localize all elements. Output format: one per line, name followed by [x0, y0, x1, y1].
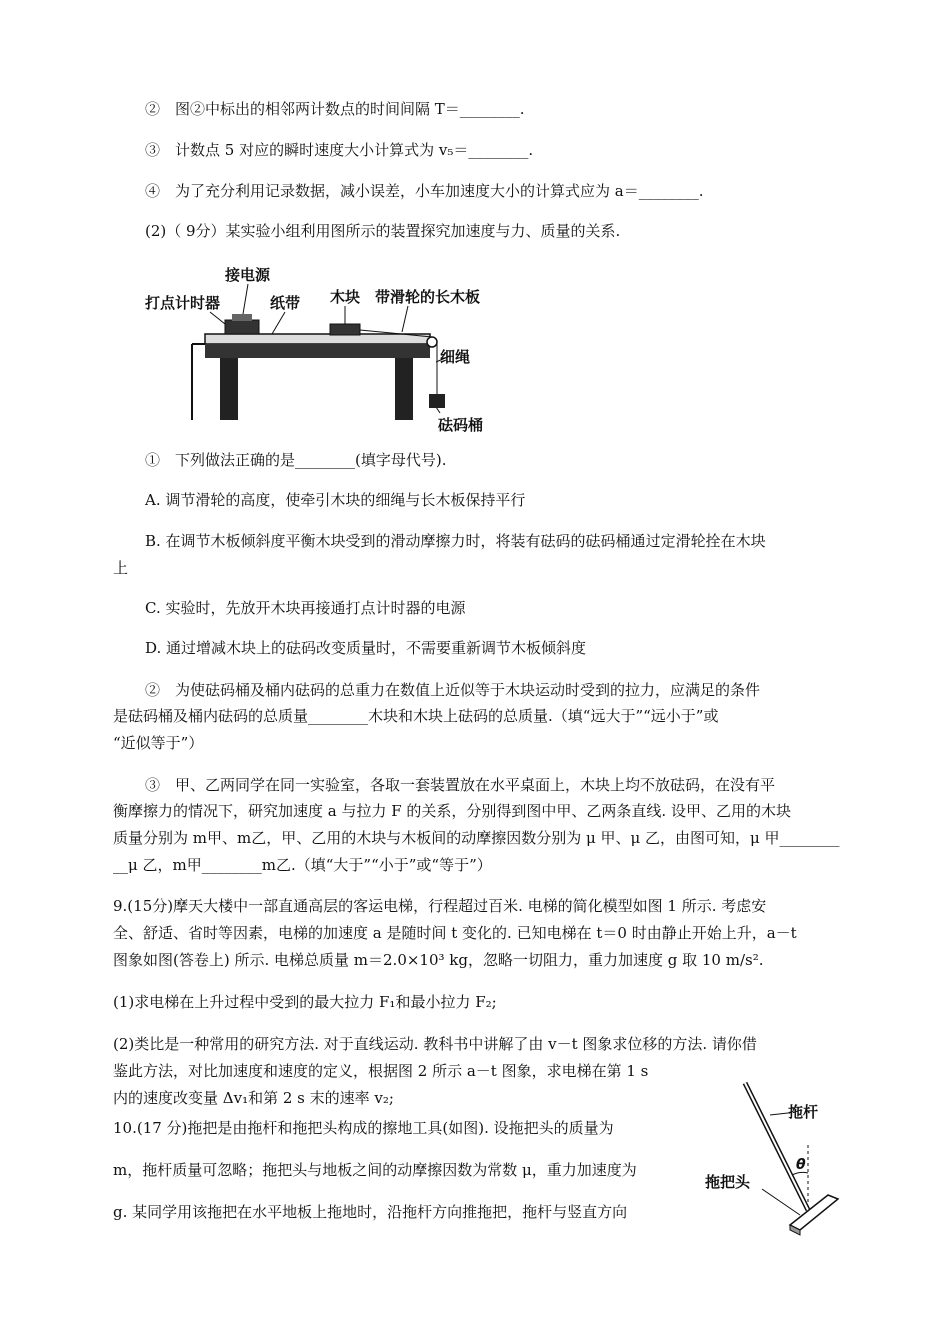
q9-line-3: 图象如图(答卷上) 所示. 电梯总质量 m＝2.0×10³ kg，忽略一切阻力，重力加速度 g 取 10 m/s².: [113, 951, 764, 969]
apparatus-figure: [140, 258, 510, 438]
option-c: C. 实验时，先放开木块再接通打点计时器的电源: [145, 599, 466, 617]
label-head: 拖把头: [705, 1173, 751, 1191]
label-tape: 纸带: [270, 294, 301, 312]
option-b-line-1: B. 在调节木板倾斜度平衡木块受到的滑动摩擦力时，将装有砝码的砝码桶通过定滑轮拴在木块: [145, 532, 766, 550]
q9-line-1: 9.(15分)摩天大楼中一部直通高层的客运电梯，行程超过百米. 电梯的简化模型如图 1 所示. 考虑安: [113, 897, 767, 915]
label-pole: 拖杆: [788, 1103, 819, 1121]
label-board: 带滑轮的长木板: [375, 288, 481, 306]
q1-line-3: ③ 计数点 5 对应的瞬时速度大小计算式为 v₅＝________.: [145, 141, 534, 159]
q9-part-1: (1)求电梯在上升过程中受到的最大拉力 F₁和最小拉力 F₂;: [113, 993, 497, 1011]
q1-line-2: ② 图②中标出的相邻两计数点的时间间隔 T＝________.: [145, 100, 525, 118]
label-power: 接电源: [225, 266, 271, 284]
label-timer: 打点计时器: [145, 294, 221, 312]
q9-part-2-line-1: (2)类比是一种常用的研究方法. 对于直线运动. 教科书中讲解了由 v－t 图象求位移的方法. 请你借: [113, 1035, 757, 1053]
q2-item-3-line-3: 质量分别为 m甲、m乙，甲、乙用的木块与木板间的动摩擦因数分别为 μ 甲、μ 乙，由图可知，μ 甲________: [113, 829, 840, 847]
label-block: 木块: [330, 288, 361, 306]
q9-part-2-line-3: 内的速度改变量 Δv₁和第 2 s 末的速率 v₂;: [113, 1089, 394, 1107]
mop-figure: [700, 1075, 850, 1250]
label-theta: θ: [796, 1157, 806, 1173]
option-a: A. 调节滑轮的高度，使牵引木块的细绳与长木板保持平行: [145, 491, 526, 509]
q10-line-3: g. 某同学用该拖把在水平地板上拖地时，沿拖杆方向推拖把，拖杆与竖直方向: [113, 1203, 628, 1221]
q2-item-3-line-1: ③ 甲、乙两同学在同一实验室，各取一套装置放在水平桌面上，木块上均不放砝码，在没有平: [145, 776, 776, 794]
q2-intro: (2)（ 9分）某实验小组利用图所示的装置探究加速度与力、质量的关系.: [145, 222, 621, 240]
q1-line-4: ④ 为了充分利用记录数据，减小误差，小车加速度大小的计算式应为 a＝________.: [145, 182, 704, 200]
q10-line-1: 10.(17 分)拖把是由拖杆和拖把头构成的擦地工具(如图). 设拖把头的质量为: [113, 1119, 614, 1137]
q2-item-1: ① 下列做法正确的是________(填字母代号).: [145, 451, 447, 469]
q9-part-2-line-2: 鉴此方法，对比加速度和速度的定义，根据图 2 所示 a－t 图象，求电梯在第 1 s: [113, 1062, 649, 1080]
option-b-line-2: 上: [113, 559, 129, 577]
label-rope: 细绳: [440, 348, 471, 366]
q2-item-3-line-2: 衡摩擦力的情况下，研究加速度 a 与拉力 F 的关系，分别得到图中甲、乙两条直线. 设甲、乙用的木块: [113, 802, 791, 820]
q2-item-2-line-1: ② 为使砝码桶及桶内砝码的总重力在数值上近似等于木块运动时受到的拉力，应满足的条件: [145, 681, 761, 699]
label-bucket: 砝码桶: [438, 416, 484, 434]
q9-line-2: 全、舒适、省时等因素，电梯的加速度 a 是随时间 t 变化的. 已知电梯在 t＝0 时由静止开始上升，a－t: [113, 924, 797, 942]
q2-item-2-line-2: 是砝码桶及桶内砝码的总质量________木块和木块上砝码的总质量.（填“远大于”“远小于”或: [113, 707, 719, 725]
q2-item-3-line-4: __μ 乙，m甲________m乙.（填“大于”“小于”或“等于”）: [113, 856, 492, 874]
q2-item-2-line-3: “近似等于”）: [113, 734, 204, 752]
q10-line-2: m，拖杆质量可忽略；拖把头与地板之间的动摩擦因数为常数 μ，重力加速度为: [113, 1161, 637, 1179]
option-d: D. 通过增减木块上的砝码改变质量时，不需要重新调节木板倾斜度: [145, 639, 587, 657]
